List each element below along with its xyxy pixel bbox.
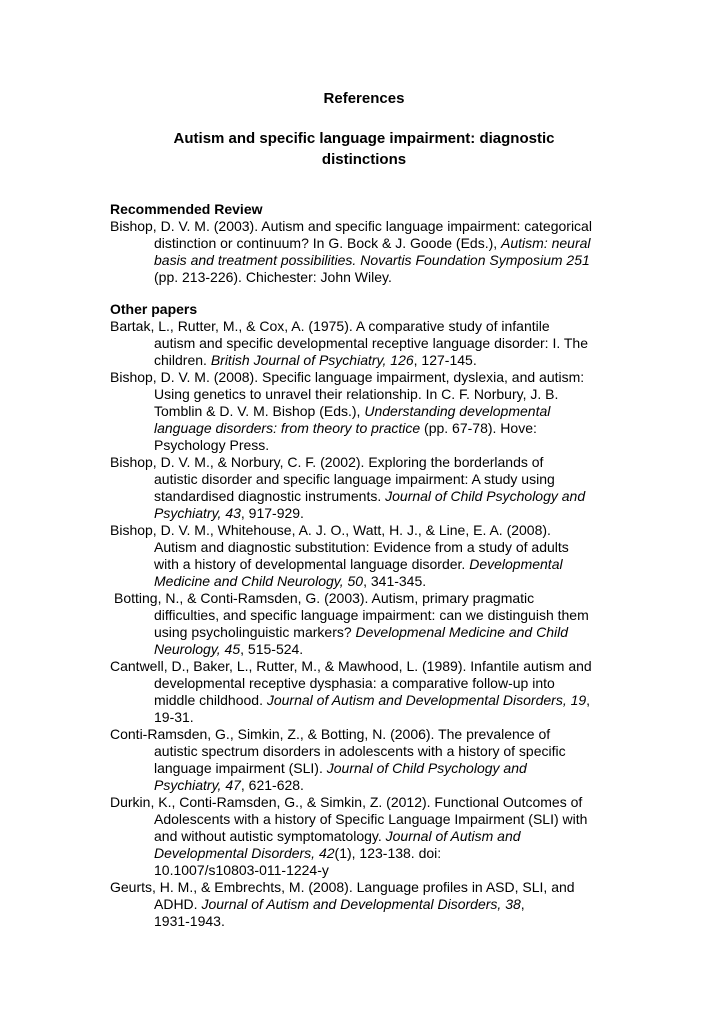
- reference-text: 19-31.: [154, 709, 194, 725]
- reference-line: [110, 709, 592, 726]
- reference-text: (1), 123-138. doi:: [334, 845, 442, 861]
- reference-line: [110, 607, 589, 624]
- reference-italic-text: Understanding developmental: [364, 403, 551, 419]
- reference-text: children.: [154, 352, 211, 368]
- reference-text: Bishop, D. V. M., & Norbury, C. F. (2002). Exploring the borderlands of: [110, 454, 544, 470]
- reference-line: [110, 556, 569, 573]
- reference-line: [110, 369, 584, 386]
- reference-italic-text: Neurology, 45: [154, 641, 241, 657]
- reference-text: Using genetics to unravel their relationship. In C. F. Norbury, J. B.: [154, 386, 559, 402]
- reference-line: [110, 505, 585, 522]
- reference-italic-text: language disorders: from theory to practice: [154, 420, 421, 436]
- reference-line: [110, 488, 585, 505]
- reference-text: Botting, N., & Conti-Ramsden, G. (2003). Autism, primary pragmatic: [114, 590, 535, 606]
- reference-italic-text: Autism: neural: [501, 235, 591, 251]
- reference-text: Conti-Ramsden, G., Simkin, Z., & Botting, N. (2006). The prevalence of: [110, 726, 551, 742]
- reference-text: Bartak, L., Rutter, M., & Cox, A. (1975). A comparative study of infantile: [110, 318, 550, 334]
- reference-line: [110, 437, 584, 454]
- reference-entry: [110, 794, 587, 879]
- reference-italic-text: British Journal of Psychiatry, 126: [210, 352, 414, 368]
- reference-text: middle childhood.: [154, 692, 267, 708]
- reference-line: [110, 658, 592, 675]
- reference-line: [110, 218, 592, 235]
- reference-line: [110, 760, 566, 777]
- reference-line: [110, 845, 587, 862]
- reference-text: Adolescents with a history of Specific Language Impairment (SLI) with: [154, 811, 588, 827]
- reference-line: [110, 539, 569, 556]
- reference-italic-text: Journal of Autism and: [385, 828, 521, 844]
- reference-entry: [110, 658, 592, 726]
- reference-line: [110, 352, 588, 369]
- reference-text: developmental receptive dysphasia: a comparative follow-up into: [154, 675, 555, 691]
- reference-text: difficulties, and specific language impairment: can we distinguish them: [154, 607, 589, 623]
- reference-italic-text: Psychiatry, 47: [154, 777, 241, 793]
- section-heading: Other papers: [110, 301, 198, 317]
- reference-entry: [110, 522, 569, 590]
- reference-line: [110, 590, 589, 607]
- reference-line: [110, 896, 575, 913]
- reference-line: [110, 811, 587, 828]
- reference-italic-text: Developmental Disorders, 42: [154, 845, 335, 861]
- reference-line: [110, 454, 585, 471]
- reference-line: [110, 726, 566, 743]
- reference-line: [110, 743, 566, 760]
- reference-text: Tomblin & D. V. M. Bishop (Eds.),: [154, 403, 365, 419]
- reference-entry: [110, 726, 566, 794]
- reference-text: Psychology Press.: [154, 437, 270, 453]
- reference-text: autism and specific developmental receptive language disorder: I. The: [154, 335, 588, 351]
- reference-entry: [110, 218, 592, 286]
- reference-text: ADHD.: [154, 896, 202, 912]
- reference-text: and without autistic symptomatology.: [154, 828, 386, 844]
- reference-text: , 341-345.: [363, 573, 427, 589]
- reference-text: 10.1007/s10803-011-1224-y: [154, 862, 329, 878]
- reference-text: , 515-524.: [240, 641, 304, 657]
- reference-text: Autism and diagnostic substitution: Evidence from a study of adults: [154, 539, 569, 555]
- reference-text: standardised diagnostic instruments.: [154, 488, 386, 504]
- reference-line: [110, 777, 566, 794]
- reference-text: with a history of developmental language disorder.: [154, 556, 470, 572]
- reference-entry: [110, 454, 585, 522]
- page-title: References: [323, 90, 405, 107]
- reference-italic-text: Journal of Child Psychology and: [385, 488, 586, 504]
- reference-text: (pp. 67-78). Hove:: [420, 420, 537, 436]
- reference-line: [110, 420, 584, 437]
- reference-line: [110, 386, 584, 403]
- reference-line: [110, 794, 587, 811]
- reference-text: , 127-145.: [413, 352, 477, 368]
- subtitle-line: distinctions: [321, 151, 407, 168]
- reference-entry: [110, 879, 575, 930]
- reference-italic-text: Medicine and Child Neurology, 50: [154, 573, 364, 589]
- reference-line: [110, 522, 569, 539]
- reference-italic-text: Journal of Autism and Developmental Disorders, 19: [266, 692, 587, 708]
- reference-line: [110, 269, 592, 286]
- reference-text: Bishop, D. V. M., Whitehouse, A. J. O., Watt, H. J., & Line, E. A. (2008).: [110, 522, 551, 538]
- reference-line: [110, 335, 588, 352]
- reference-text: Durkin, K., Conti-Ramsden, G., & Simkin, Z. (2012). Functional Outcomes of: [110, 794, 583, 810]
- reference-text: Cantwell, D., Baker, L., Rutter, M., & Mawhood, L. (1989). Infantile autism and: [110, 658, 592, 674]
- reference-text: ,: [586, 692, 591, 708]
- reference-line: [110, 318, 588, 335]
- reference-text: distinction or continuum? In G. Bock & J. Goode (Eds.),: [154, 235, 502, 251]
- reference-line: [110, 471, 585, 488]
- reference-entry: [110, 590, 589, 658]
- reference-line: [110, 624, 589, 641]
- reference-text: (pp. 213-226). Chichester: John Wiley.: [154, 269, 392, 285]
- reference-italic-text: basis and treatment possibilities. Novartis Foundation Symposium 251: [154, 252, 590, 268]
- reference-text: autistic disorder and specific language impairment: A study using: [154, 471, 555, 487]
- section-heading: Recommended Review: [110, 201, 263, 217]
- reference-italic-text: Journal of Autism and Developmental Disorders, 38: [201, 896, 521, 912]
- reference-line: [110, 641, 589, 658]
- reference-line: [110, 692, 592, 709]
- reference-text: 1931-1943.: [154, 913, 225, 929]
- reference-line: [110, 862, 587, 879]
- reference-text: language impairment (SLI).: [154, 760, 327, 776]
- reference-text: ,: [520, 896, 525, 912]
- reference-text: , 917-929.: [240, 505, 304, 521]
- reference-italic-text: Psychiatry, 43: [154, 505, 241, 521]
- reference-text: autistic spectrum disorders in adolescents with a history of specific: [154, 743, 566, 759]
- reference-line: [110, 675, 592, 692]
- reference-text: using psycholinguistic markers?: [154, 624, 356, 640]
- reference-italic-text: Journal of Child Psychology and: [326, 760, 527, 776]
- reference-text: Geurts, H. M., & Embrechts, M. (2008). Language profiles in ASD, SLI, and: [110, 879, 575, 895]
- reference-italic-text: Developmental: [469, 556, 563, 572]
- reference-entry: [110, 369, 584, 454]
- subtitle-line: Autism and specific language impairment: diagnostic: [173, 130, 555, 147]
- reference-line: [110, 879, 575, 896]
- reference-line: [110, 235, 592, 252]
- reference-line: [110, 913, 575, 930]
- reference-entry: [110, 318, 588, 369]
- reference-text: Bishop, D. V. M. (2003). Autism and specific language impairment: categorical: [110, 218, 592, 234]
- page-subtitle: [110, 128, 618, 170]
- reference-line: [110, 403, 584, 420]
- reference-line: [110, 573, 569, 590]
- reference-text: Bishop, D. V. M. (2008). Specific language impairment, dyslexia, and autism:: [110, 369, 585, 385]
- reference-line: [110, 828, 587, 845]
- reference-text: , 621-628.: [240, 777, 304, 793]
- reference-italic-text: Developmenal Medicine and Child: [355, 624, 568, 640]
- reference-line: [110, 252, 592, 269]
